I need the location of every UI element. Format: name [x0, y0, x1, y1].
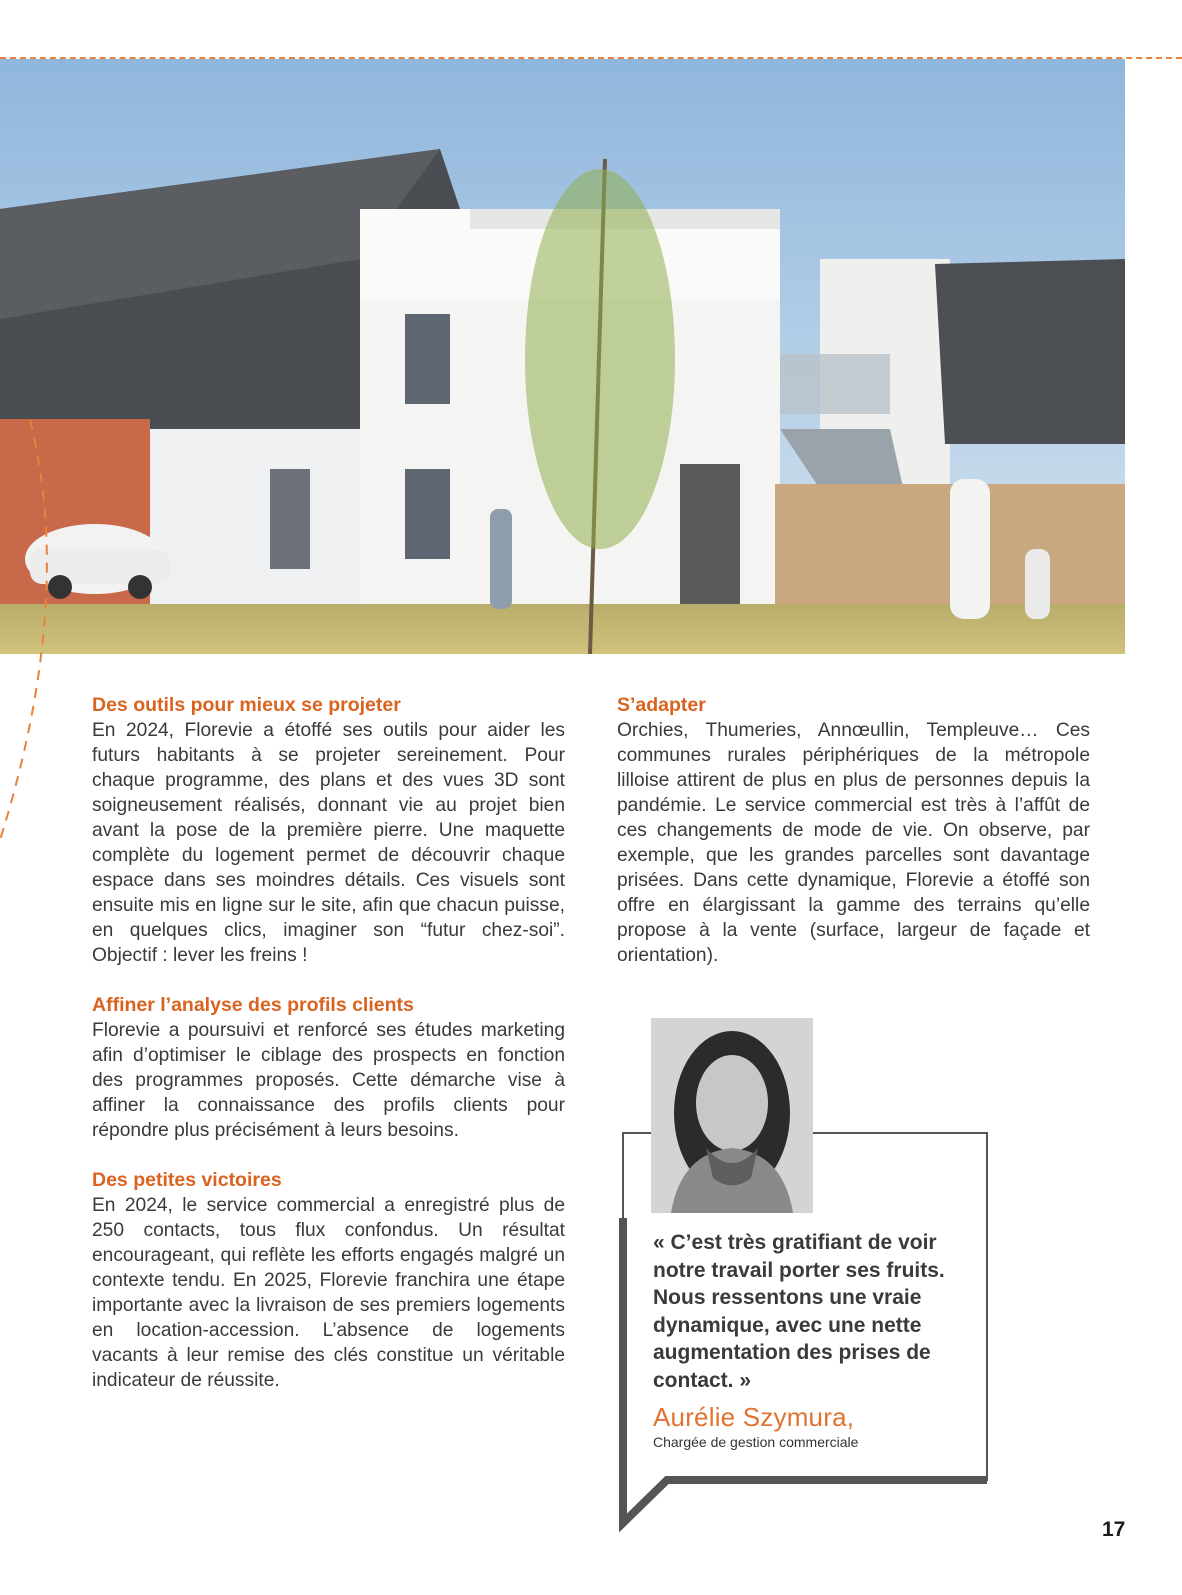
page-number: 17 — [1102, 1518, 1126, 1541]
quote-author: Aurélie Szymura, — [653, 1402, 855, 1432]
left-column — [92, 693, 565, 1418]
section-heading-adapt: S’adapter — [617, 694, 706, 716]
hero-image — [0, 59, 1125, 654]
section-heading-tools: Des outils pour mieux se projeter — [92, 694, 401, 716]
section-heading-profiles: Affiner l’analyse des profils clients — [92, 994, 414, 1016]
portrait-photo — [651, 1018, 813, 1213]
quote-text: « C’est très gratifiant de voir notre travail porter ses fruits. Nous ressentons une vraie dynamique, avec une nette augmentation des prises de contact. » — [653, 1231, 945, 1392]
right-column — [617, 693, 1090, 993]
section-body-victories: En 2024, le service commercial a enregistré plus de 250 contacts, tous flux confondus. Un résultat encourageant, qui reflète les efforts engagés malgré un contexte tendu. En 2025, Florevie franchira une étape importante avec la livraison de ses premiers logements en location-accession. L’absence de logements vacants à leur remise des clés constitue un véritable indicateur de réussite. — [92, 1195, 565, 1391]
section-body-profiles: Florevie a poursuivi et renforcé ses études marketing afin d’optimiser le ciblage des prospects en fonction des programmes proposés. Cette démarche vise à affiner la connaissance des profils clients pour répondre plus précisément à leurs besoins. — [92, 1020, 565, 1141]
section-body-adapt: Orchies, Thumeries, Annœullin, Templeuve… Ces communes rurales périphériques de la métropole lilloise attirent de plus en plus de personnes depuis la pandémie. Le service commercial est très à l’affût de ces changements de mode de vie. On observe, par exemple, que les grandes parcelles sont davantage prisées. Dans cette dynamique, Florevie a étoffé son offre en élargissant la gamme des terrains qu’elle propose à la vente (surface, largeur de façade et orientation). — [617, 720, 1090, 966]
section-heading-victories: Des petites victoires — [92, 1169, 282, 1191]
quote-author-role: Chargée de gestion commerciale — [653, 1434, 859, 1450]
section-body-tools: En 2024, Florevie a étoffé ses outils pour aider les futurs habitants à se projeter sereinement. Pour chaque programme, des plans et des vues 3D sont soigneusement réalisés, donnant vie au projet bien avant la pose de la première pierre. Une maquette complète du logement permet de découvrir chaque espace dans ses moindres détails. Ces visuels sont ensuite mis en ligne sur le site, afin que chacun puisse, en quelques clics, imaginer son “futur chez-soi”. Objectif : lever les freins ! — [92, 720, 565, 966]
decorative-dashed-arc — [0, 380, 90, 880]
